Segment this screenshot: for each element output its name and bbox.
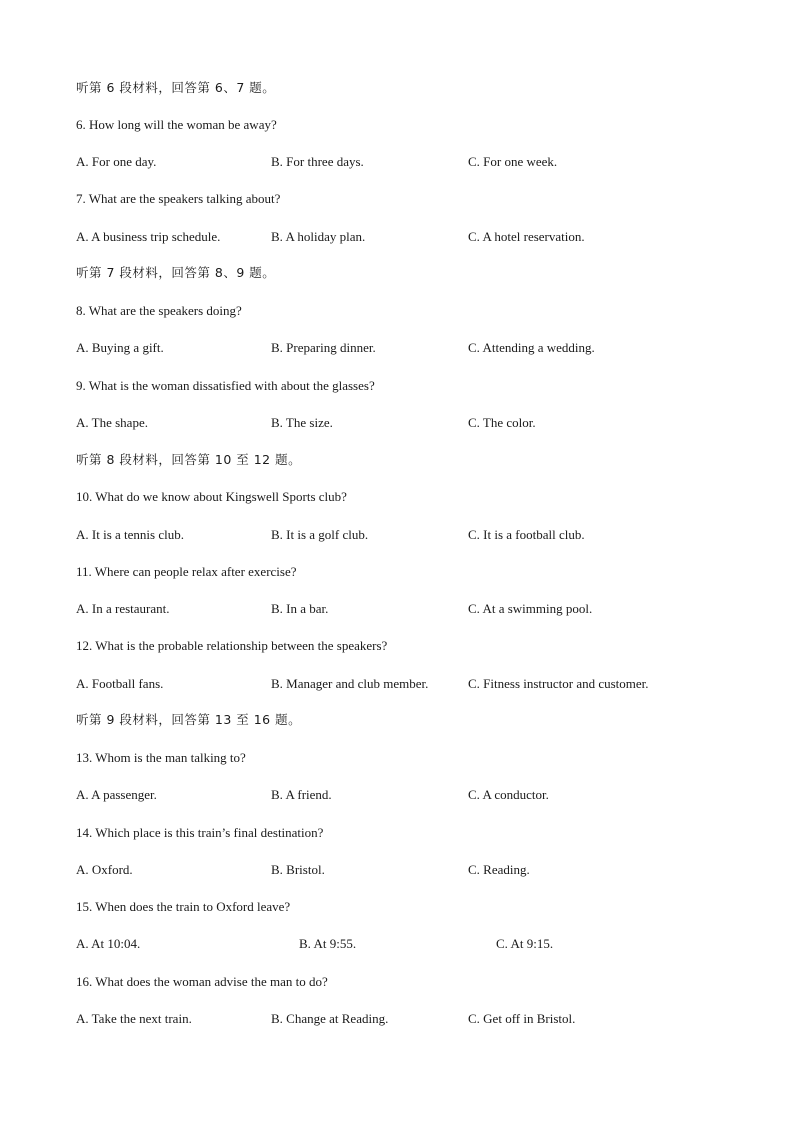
question-12-option-c: C. Fitness instructor and customer. (468, 676, 649, 691)
question-6-option-b: B. For three days. (271, 154, 364, 169)
question-12: 12. What is the probable relationship between the speakers? (76, 638, 388, 653)
question-10: 10. What do we know about Kingswell Sports club? (76, 489, 347, 504)
question-16-option-b: B. Change at Reading. (271, 1011, 389, 1026)
question-16-option-a: A. Take the next train. (76, 1011, 192, 1026)
question-14-option-b: B. Bristol. (271, 862, 325, 877)
question-7-option-c: C. A hotel reservation. (468, 229, 585, 244)
question-15-option-c: C. At 9:15. (496, 936, 554, 951)
question-7: 7. What are the speakers talking about? (76, 191, 281, 206)
question-6: 6. How long will the woman be away? (76, 117, 277, 132)
question-16: 16. What does the woman advise the man to do? (76, 974, 328, 989)
question-10-option-b: B. It is a golf club. (271, 527, 369, 542)
question-10-option-c: C. It is a football club. (468, 527, 585, 542)
question-8-option-b: B. Preparing dinner. (271, 340, 376, 355)
question-9-option-a: A. The shape. (76, 415, 148, 430)
question-14-option-c: C. Reading. (468, 862, 530, 877)
question-7-option-a: A. A business trip schedule. (76, 229, 221, 244)
question-9-option-c: C. The color. (468, 415, 536, 430)
question-8: 8. What are the speakers doing? (76, 303, 242, 318)
question-6-option-c: C. For one week. (468, 154, 558, 169)
section-heading-6: 听第 6 段材料，回答第 6、7 题。 (76, 80, 276, 95)
question-12-option-b: B. Manager and club member. (271, 676, 429, 691)
question-15-option-a: A. At 10:04. (76, 936, 141, 951)
question-10-option-a: A. It is a tennis club. (76, 527, 184, 542)
section-heading-7: 听第 7 段材料，回答第 8、9 题。 (76, 265, 276, 280)
question-13-option-c: C. A conductor. (468, 787, 549, 802)
question-6-option-a: A. For one day. (76, 154, 157, 169)
question-9: 9. What is the woman dissatisfied with about the glasses? (76, 378, 375, 393)
question-15-option-b: B. At 9:55. (299, 936, 357, 951)
question-9-option-b: B. The size. (271, 415, 333, 430)
question-11-option-b: B. In a bar. (271, 601, 329, 616)
section-heading-9: 听第 9 段材料，回答第 13 至 16 题。 (76, 712, 302, 727)
question-16-option-c: C. Get off in Bristol. (468, 1011, 576, 1026)
section-heading-8: 听第 8 段材料，回答第 10 至 12 题。 (76, 452, 302, 467)
question-14-option-a: A. Oxford. (76, 862, 133, 877)
question-13-option-a: A. A passenger. (76, 787, 157, 802)
question-8-option-c: C. Attending a wedding. (468, 340, 595, 355)
question-13: 13. Whom is the man talking to? (76, 750, 246, 765)
question-7-option-b: B. A holiday plan. (271, 229, 366, 244)
question-8-option-a: A. Buying a gift. (76, 340, 164, 355)
question-14: 14. Which place is this train’s final destination? (76, 825, 324, 840)
question-11-option-c: C. At a swimming pool. (468, 601, 593, 616)
question-15: 15. When does the train to Oxford leave? (76, 899, 291, 914)
question-13-option-b: B. A friend. (271, 787, 332, 802)
question-11-option-a: A. In a restaurant. (76, 601, 170, 616)
question-12-option-a: A. Football fans. (76, 676, 164, 691)
question-11: 11. Where can people relax after exercise? (76, 564, 297, 579)
